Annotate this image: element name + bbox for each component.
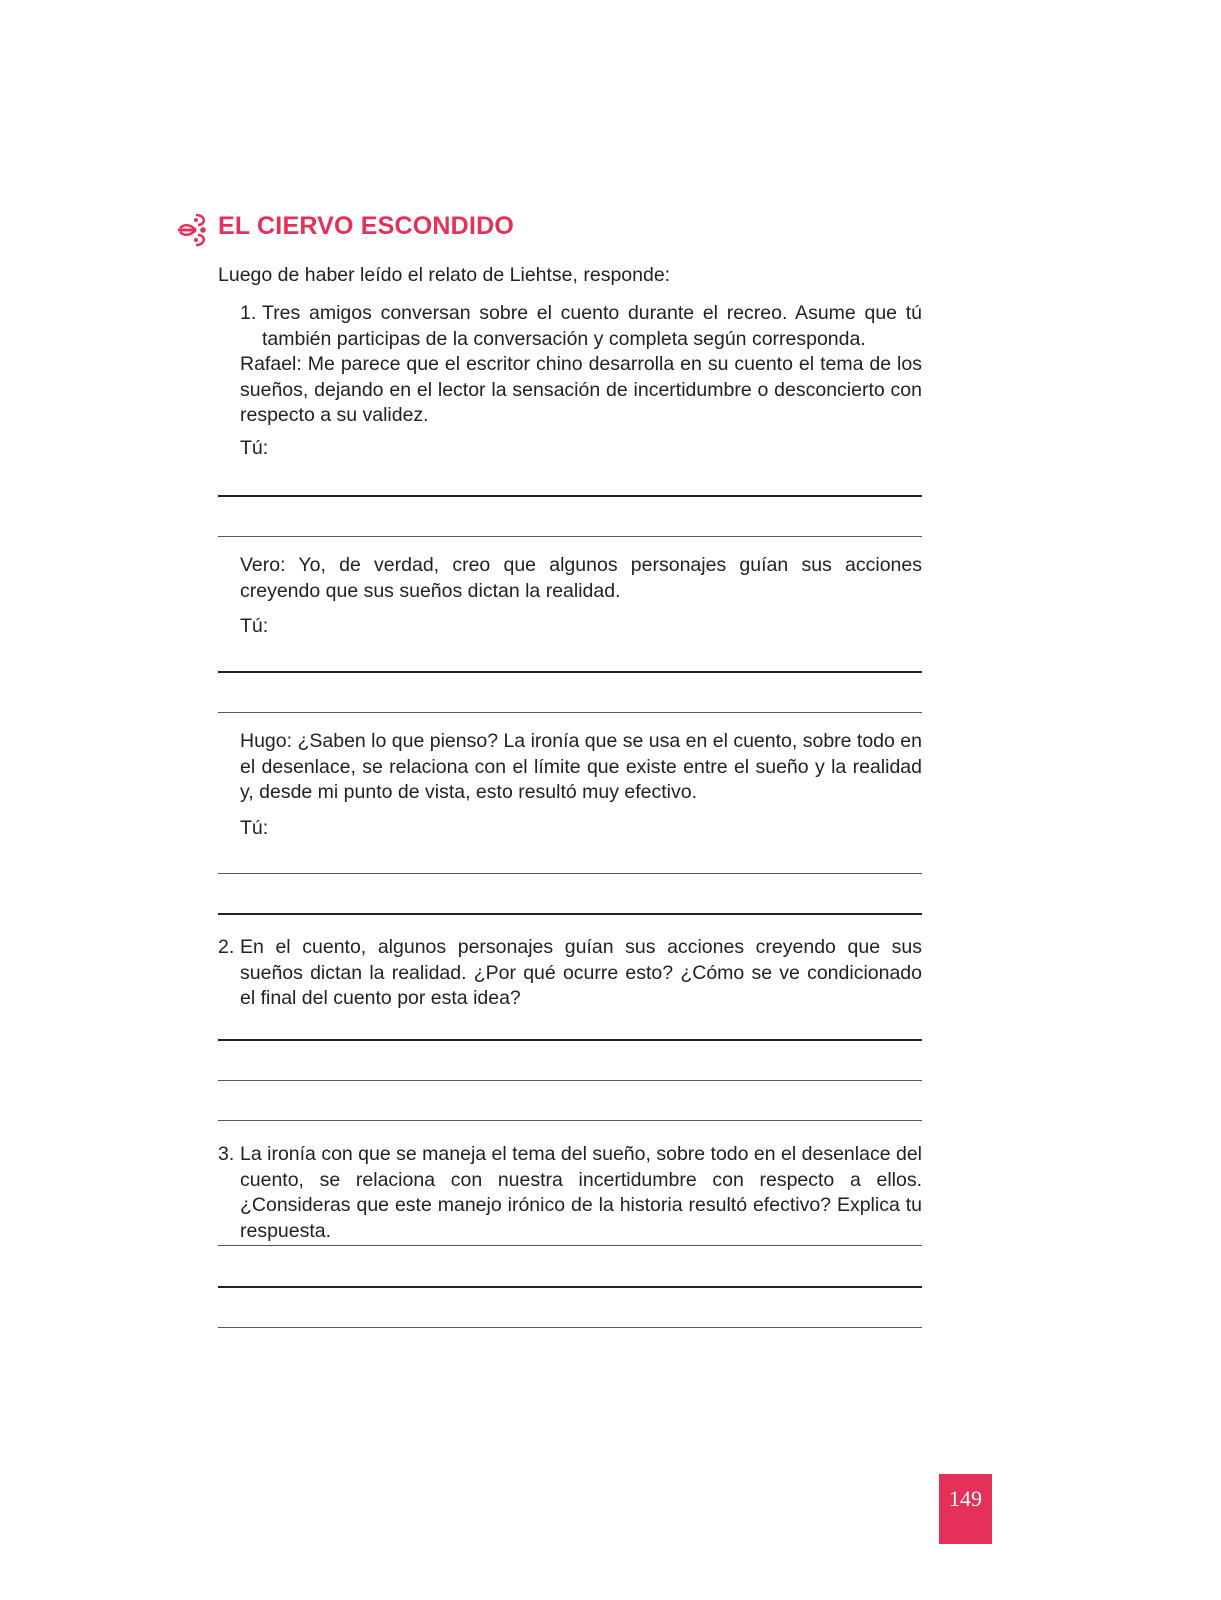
section-title: EL CIERVO ESCONDIDO <box>218 212 514 240</box>
page-number-badge <box>939 1474 992 1544</box>
answer-line[interactable] <box>218 671 922 673</box>
answer-line[interactable] <box>218 495 922 497</box>
question-1 <box>240 301 922 352</box>
tu-label-rafael: Tú: <box>240 437 269 459</box>
question-3-prompt: La ironía con que se maneja el tema del sueño, sobre todo en el desenlace del cuento, se relaciona con nuestra incertidumbre con respecto a ellos. ¿Consideras que este manejo irónico de la historia resultó efectivo? Explica tu respuesta. <box>240 1143 922 1242</box>
answer-line[interactable] <box>218 1245 922 1246</box>
tu-label-hugo: Tú: <box>240 817 269 839</box>
answer-line[interactable] <box>218 1080 922 1081</box>
question-2-number: 2. <box>218 936 235 958</box>
instructions-text: Luego de haber leído el relato de Liehtse, responde: <box>218 264 671 286</box>
answer-line[interactable] <box>218 1327 922 1328</box>
answer-line[interactable] <box>218 1286 922 1288</box>
answer-line[interactable] <box>218 712 922 713</box>
question-3 <box>218 1142 922 1244</box>
rafael-statement: Rafael: Me parece que el escritor chino desarrolla en su cuento el tema de los sueños, dejando en el lector la sensación de incertidumbre o desconcierto con respecto a su validez. <box>240 353 922 426</box>
question-3-number: 3. <box>218 1143 235 1165</box>
question-1-number: 1. <box>240 302 257 324</box>
vero-statement: Vero: Yo, de verdad, creo que algunos personajes guían sus acciones creyendo que sus sueños dictan la realidad. <box>240 554 922 602</box>
hugo-statement: Hugo: ¿Saben lo que pienso? La ironía que se usa en el cuento, sobre todo en el desenlace, se relaciona con el límite que existe entre el sueño y la realidad y, desde mi punto de vista, esto resultó muy efectivo. <box>240 730 922 803</box>
question-2-prompt: En el cuento, algunos personajes guían sus acciones creyendo que sus sueños dictan la realidad. ¿Por qué ocurre esto? ¿Cómo se ve condicionado el final del cuento por esta idea? <box>240 936 922 1009</box>
answer-line[interactable] <box>218 536 922 537</box>
answer-line[interactable] <box>218 873 922 874</box>
fleur-ornament-icon <box>176 211 210 249</box>
answer-line[interactable] <box>218 1120 922 1121</box>
question-2 <box>218 935 922 1012</box>
answer-line[interactable] <box>218 1039 922 1041</box>
answer-line[interactable] <box>218 913 922 915</box>
page-number: 149 <box>949 1486 982 1511</box>
question-1-prompt: Tres amigos conversan sobre el cuento durante el recreo. Asume que tú también participas de la conversación y completa según corresponda. <box>262 302 922 350</box>
tu-label-vero: Tú: <box>240 615 269 637</box>
